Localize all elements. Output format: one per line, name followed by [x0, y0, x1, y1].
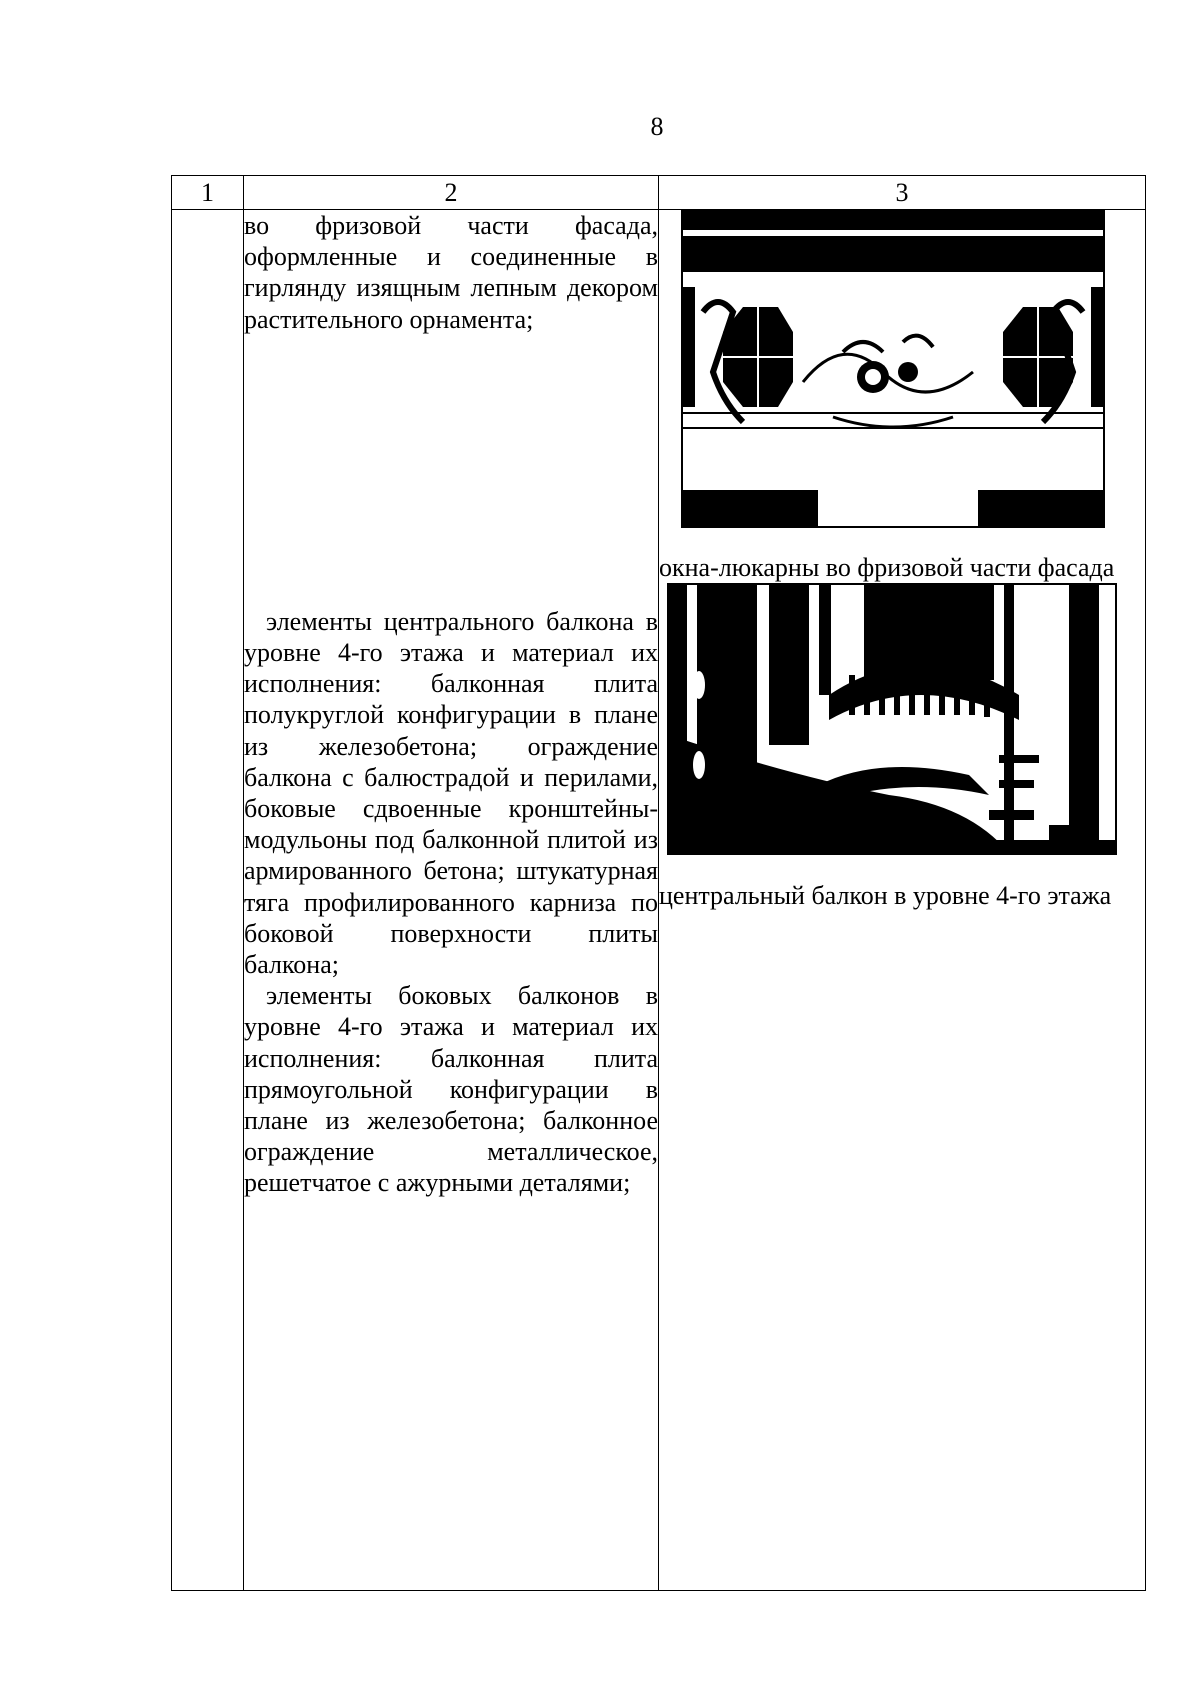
photo-cell: [659, 210, 1146, 1591]
photo-caption: окна-люкарны во фризовой части фасада: [659, 553, 1115, 582]
description-paragraph: во фризовой части фасада, оформленные и соединенные в гирлянду изящным лепным декором растительного орнамента;: [244, 211, 658, 334]
column-1-cell: [172, 210, 244, 1591]
column-header-2: 2: [244, 176, 659, 210]
table-row: [172, 210, 1146, 1591]
monument-elements-table: [171, 175, 1146, 1591]
column-header-3: 3: [659, 176, 1146, 210]
photo-caption: центральный балкон в уровне 4-го этажа: [659, 881, 1112, 911]
description-paragraph: элементы центрального балкона в уровне 4-го этажа и материал их исполнения: балконная плита полукруглой конфигурации в плане из железобетона; ограждение балкона с балюстрадой и перилами, боковые сдвоенные кронштейны-модульоны под балконной плитой из армированного бетона; штукатурная тяга профилированного карниза по боковой поверхности плиты балкона;: [244, 606, 658, 980]
photo-central-balcony: [667, 583, 1117, 855]
column-header-1: 1: [172, 176, 244, 210]
table-header-row: [172, 176, 1146, 210]
description-paragraph: элементы боковых балконов в уровне 4-го этажа и материал их исполнения: балконная плита прямоугольной конфигурации в плане из железобетона; балконное ограждение металлическое, решетчатое с ажурными деталями;: [244, 981, 658, 1198]
description-cell: [244, 210, 659, 1591]
photo-lucarne-windows: [681, 210, 1105, 528]
page-number: 8: [650, 112, 664, 141]
